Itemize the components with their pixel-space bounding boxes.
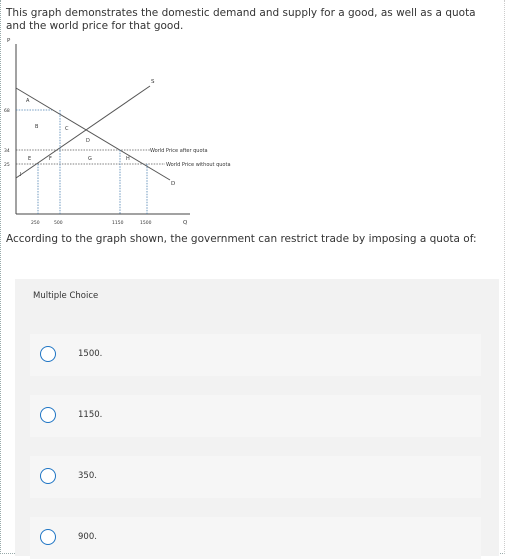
y-axis-label: P: [7, 38, 11, 44]
demand-curve: [16, 88, 170, 180]
radio-button[interactable]: [40, 346, 56, 362]
radio-button[interactable]: [40, 529, 56, 545]
y-tick-34: 34: [4, 149, 10, 154]
option-label: 350.: [78, 471, 97, 481]
region-label-g: G: [88, 156, 92, 162]
x-tick-500: 500: [54, 221, 63, 226]
x-tick-250: 250: [31, 221, 40, 226]
region-label-a: A: [26, 98, 30, 104]
region-label-e: E: [28, 156, 32, 162]
y-tick-68: 68: [4, 109, 10, 114]
x-tick-1150: 1150: [112, 221, 124, 226]
option-label: 1150.: [78, 410, 103, 420]
option-900[interactable]: [30, 517, 481, 559]
region-label-f: F: [49, 156, 52, 162]
radio-button[interactable]: [40, 468, 56, 484]
question-text: This graph demonstrates the domestic demand and supply for a good, as well as a quota and the world price for that good.: [6, 7, 476, 32]
region-label-i: I: [20, 172, 22, 178]
region-label-d: D: [86, 138, 90, 144]
supply-label: S: [151, 79, 155, 85]
x-axis-label: Q: [183, 220, 188, 226]
demand-label: D: [171, 181, 176, 187]
option-1150[interactable]: [30, 395, 481, 437]
world-price-after-quota-label: World Price after quota: [150, 148, 208, 154]
region-label-h: H: [126, 156, 130, 162]
x-tick-1500: 1500: [140, 221, 152, 226]
y-tick-25: 25: [4, 163, 10, 168]
option-label: 900.: [78, 532, 97, 542]
radio-button[interactable]: [40, 407, 56, 423]
option-350[interactable]: [30, 456, 481, 498]
question-prompt: According to the graph shown, the government can restrict trade by imposing a quota of:: [6, 233, 477, 245]
supply-demand-graph: [0, 36, 300, 231]
option-1500[interactable]: [30, 334, 481, 376]
region-label-b: B: [35, 124, 39, 130]
option-label: 1500.: [78, 349, 103, 359]
world-price-without-quota-label: World Price without quota: [166, 162, 231, 168]
multiple-choice-panel: [15, 279, 499, 556]
region-label-c: C: [65, 126, 69, 132]
multiple-choice-title: Multiple Choice: [33, 291, 99, 301]
